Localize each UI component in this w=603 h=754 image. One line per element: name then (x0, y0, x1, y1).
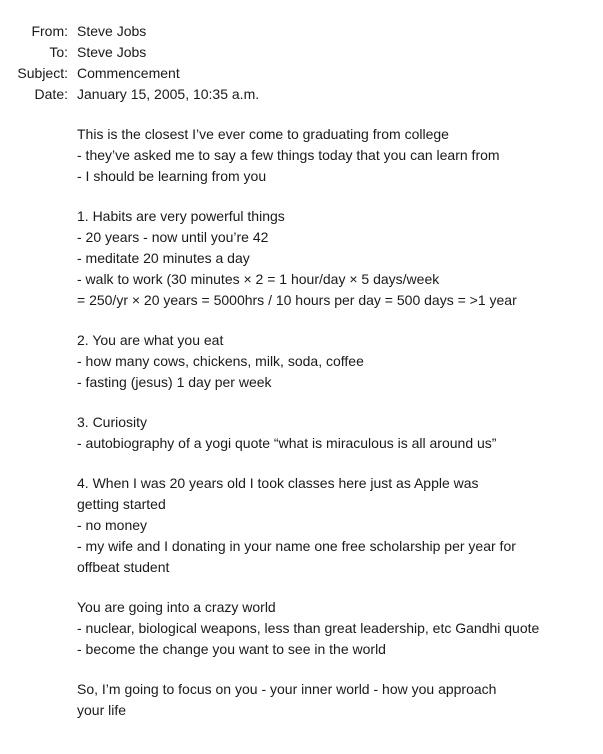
body-line: = 250/yr × 20 years = 5000hrs / 10 hours per day = 500 days = >1 year (77, 292, 517, 308)
subject-value: Commencement (77, 65, 180, 81)
body-line: - walk to work (30 minutes × 2 = 1 hour/day × 5 days/week (77, 271, 440, 287)
body-line: You are going into a crazy world (77, 599, 276, 615)
email-body (77, 124, 585, 721)
body-line: - meditate 20 minutes a day (77, 250, 250, 266)
header-row-from (0, 21, 603, 42)
paragraph (77, 679, 585, 721)
body-line: getting started (77, 496, 166, 512)
body-line: 2. You are what you eat (77, 332, 224, 348)
date-label: Date: (34, 86, 68, 102)
paragraph (77, 330, 585, 393)
body-line: - no money (77, 517, 148, 533)
header-row-subject (0, 63, 603, 84)
header-row-date (0, 84, 603, 105)
body-line: - 20 years - now until you’re 42 (77, 229, 269, 245)
body-line: 3. Curiosity (77, 414, 148, 430)
body-line: 4. When I was 20 years old I took classes here just as Apple was (77, 475, 479, 491)
paragraph (77, 473, 585, 578)
paragraph (77, 124, 585, 187)
body-line: - how many cows, chickens, milk, soda, coffee (77, 353, 364, 369)
paragraph (77, 206, 585, 311)
body-line: - I should be learning from you (77, 168, 267, 184)
paragraph (77, 412, 585, 454)
body-line: your life (77, 702, 127, 718)
from-label: From: (31, 23, 68, 39)
body-line: - become the change you want to see in the world (77, 641, 386, 657)
header-row-to (0, 42, 603, 63)
body-line: - autobiography of a yogi quote “what is miraculous is all around us” (77, 435, 497, 451)
body-line: - fasting (jesus) 1 day per week (77, 374, 272, 390)
body-line: - they’ve asked me to say a few things today that you can learn from (77, 147, 500, 163)
subject-label: Subject: (17, 65, 68, 81)
body-line: This is the closest I’ve ever come to graduating from college (77, 126, 449, 142)
body-line: 1. Habits are very powerful things (77, 208, 285, 224)
body-line: So, I’m going to focus on you - your inner world - how you approach (77, 681, 497, 697)
to-label: To: (49, 44, 68, 60)
email-header (0, 21, 603, 105)
from-value: Steve Jobs (77, 23, 147, 39)
body-line: - my wife and I donating in your name one free scholarship per year for (77, 538, 516, 554)
body-line: - nuclear, biological weapons, less than great leadership, etc Gandhi quote (77, 620, 540, 636)
body-line: offbeat student (77, 559, 170, 575)
date-value: January 15, 2005, 10:35 a.m. (77, 86, 260, 102)
to-value: Steve Jobs (77, 44, 147, 60)
paragraph (77, 597, 585, 660)
